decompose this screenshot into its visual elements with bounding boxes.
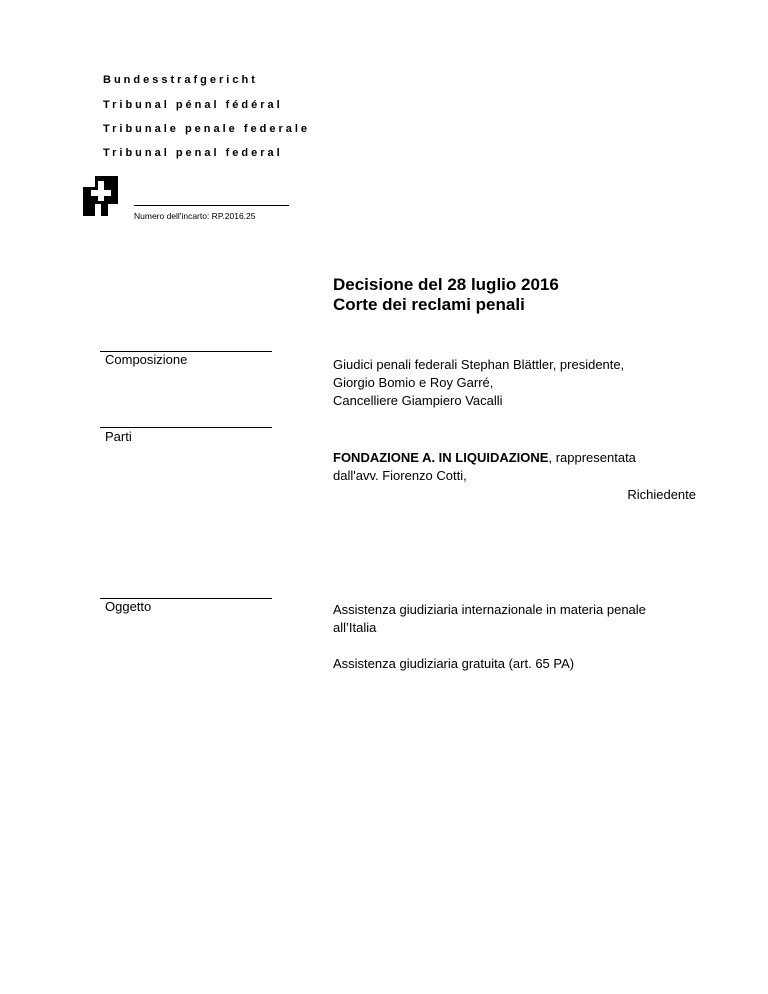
party-line-1 bbox=[333, 450, 636, 465]
parti-label: Parti bbox=[105, 429, 132, 444]
court-name-it: Tribunale penale federale bbox=[103, 123, 311, 135]
party-line-2: dall'avv. Fiorenzo Cotti, bbox=[333, 468, 467, 483]
swiss-federal-cross-logo-icon bbox=[83, 176, 118, 216]
court-name-de: Bundesstrafgericht bbox=[103, 74, 258, 86]
composizione-label: Composizione bbox=[105, 352, 188, 367]
oggetto-line-1: Assistenza giudiziaria internazionale in materia penale bbox=[333, 602, 646, 617]
oggetto-line-2: all’Italia bbox=[333, 620, 377, 635]
composizione-line-3: Cancelliere Giampiero Vacalli bbox=[333, 393, 503, 408]
decision-title: Decisione del 28 luglio 2016 bbox=[333, 275, 559, 294]
party-representation: , rappresentata bbox=[548, 450, 636, 465]
oggetto-label: Oggetto bbox=[105, 599, 152, 614]
case-number-rule bbox=[134, 205, 289, 206]
court-name-fr: Tribunal pénal fédéral bbox=[103, 99, 283, 111]
oggetto-line-3: Assistenza giudiziaria gratuita (art. 65 PA) bbox=[333, 656, 575, 671]
composizione-line-2: Giorgio Bomio e Roy Garré, bbox=[333, 375, 494, 390]
party-role: Richiedente bbox=[627, 487, 696, 502]
decision-court: Corte dei reclami penali bbox=[333, 295, 525, 314]
party-name: FONDAZIONE A. IN LIQUIDAZIONE bbox=[333, 450, 549, 465]
court-name-rm: Tribunal penal federal bbox=[103, 147, 283, 159]
case-number: Numero dell'incarto: RP.2016.25 bbox=[134, 211, 256, 221]
parti-rule bbox=[100, 427, 272, 428]
composizione-line-1: Giudici penali federali Stephan Blättler, presidente, bbox=[333, 357, 625, 372]
